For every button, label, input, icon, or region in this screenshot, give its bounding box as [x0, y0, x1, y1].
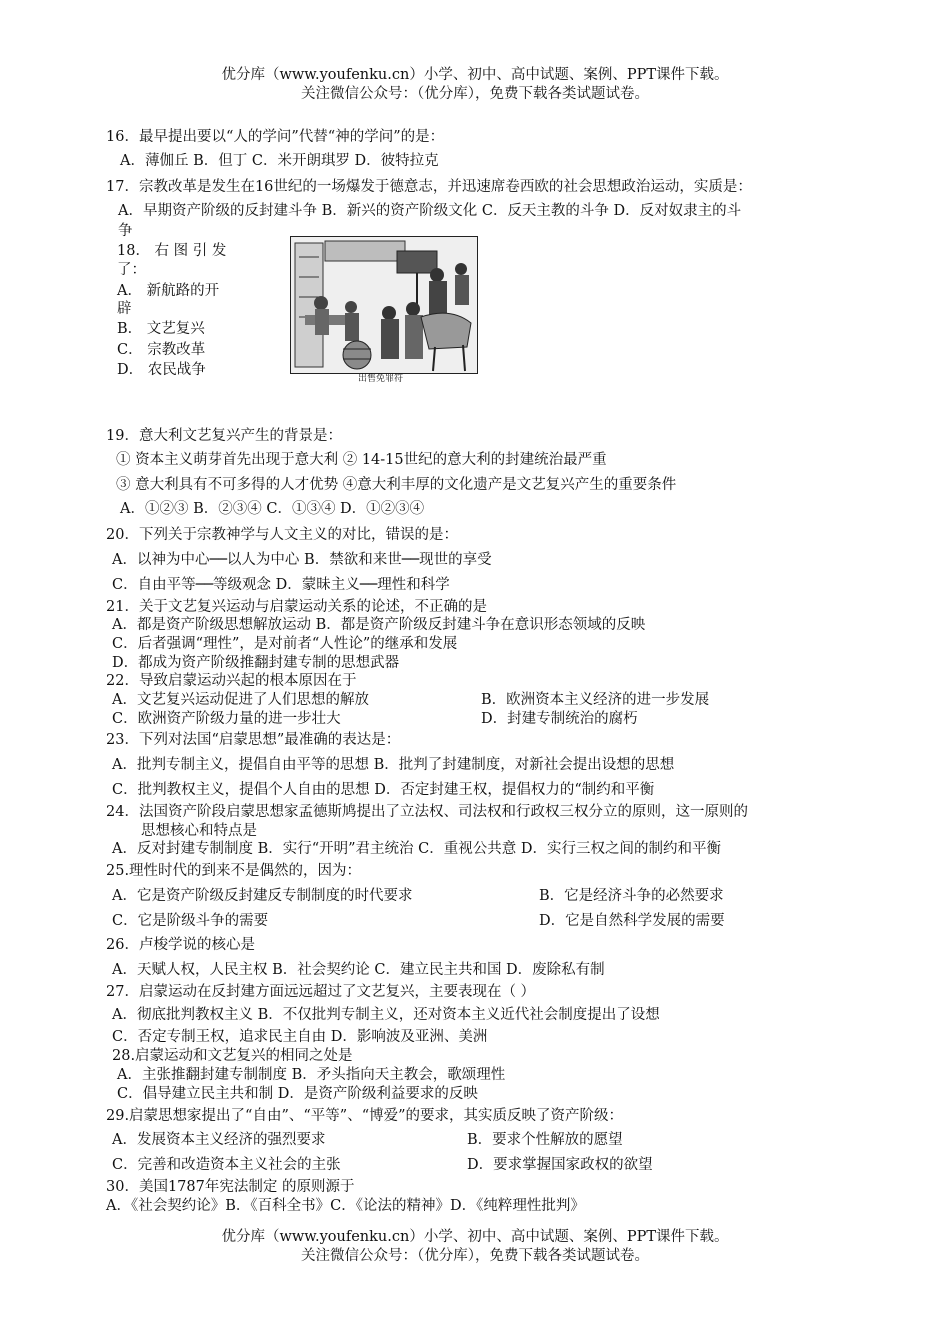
text-line: 19．意大利文艺复兴产生的背景是：	[106, 428, 342, 444]
text-line: A．天赋人权，人民主权 B．社会契约论 C．建立民主共和国 D．废除私有制	[112, 962, 605, 978]
text-line: A．批判专制主义，提倡自由平等的思想 B．批判了封建制度，对新社会提出设想的思想	[112, 757, 675, 773]
footer-line-1: 优分库（www.youfenku.cn）小学、初中、高中试题、案例、PPT课件下载。	[221, 1229, 729, 1245]
header-line-1: 优分库（www.youfenku.cn）小学、初中、高中试题、案例、PPT课件下载。	[221, 67, 729, 83]
text-line: A．发展资本主义经济的强烈要求	[112, 1132, 326, 1148]
text-line: A．早期资产阶级的反封建斗争 B．新兴的资产阶级文化 C．反天主教的斗争 D．反对奴隶主的斗	[118, 203, 742, 219]
text-line: B． 文艺复兴	[117, 321, 205, 337]
text-line: 争	[118, 223, 133, 239]
text-line: C．欧洲资产阶级力量的进一步壮大	[112, 711, 341, 727]
text-line: A．反对封建专制制度 B．实行“开明”君主统治 C．重视公共意 D．实行三权之间的制约和平衡	[112, 841, 721, 857]
text-line: A． 新航路的开	[117, 283, 220, 299]
header-line-2: 关注微信公众号：（优分库），免费下载各类试题试卷。	[301, 86, 649, 102]
text-line: D． 农民战争	[117, 362, 206, 378]
text-line: A．彻底批判教权主义 B．不仅批判专制主义，还对资本主义近代社会制度提出了设想	[112, 1007, 660, 1023]
text-line: 20．下列关于宗教神学与人文主义的对比，错误的是：	[106, 527, 458, 543]
text-line: A．主张推翻封建专制制度 B．矛头指向天主教会，歌颂理性	[117, 1067, 506, 1083]
text-line: C．批判教权主义，提倡个人自由的思想 D．否定封建王权，提倡权力的“制约和平衡	[112, 782, 655, 798]
text-line: 16．最早提出要以“人的学问”代替“神的学问”的是：	[106, 129, 445, 145]
woodcut-picture	[291, 237, 477, 373]
text-line: B．它是经济斗争的必然要求	[539, 888, 724, 904]
text-line: C．否定专制王权，追求民主自由 D．影响波及亚洲、美洲	[112, 1029, 488, 1045]
text-line: B．欧洲资本主义经济的进一步发展	[481, 692, 710, 708]
text-line: 思想核心和特点是	[141, 823, 257, 839]
indulgence-sale-illustration	[290, 236, 478, 374]
text-line: A．薄伽丘 B．但丁 C．米开朗琪罗 D．彼特拉克	[120, 153, 439, 169]
text-line: D．要求掌握国家政权的欲望	[467, 1157, 653, 1173]
text-line: B．要求个性解放的愿望	[467, 1132, 623, 1148]
text-line: D．封建专制统治的腐朽	[481, 711, 638, 727]
page-footer	[0, 1228, 950, 1266]
text-line: 18． 右 图 引 发	[117, 243, 227, 259]
text-line: C．倡导建立民主共和制 D．是资产阶级利益要求的反映	[117, 1086, 478, 1102]
text-line: A．以神为中心──以人为中心 B．禁欲和来世──现世的享受	[112, 552, 492, 568]
text-line: C．后者强调“理性”，是对前者“人性论”的继承和发展	[112, 636, 458, 652]
text-line: 了：	[117, 262, 146, 278]
text-line: 23．下列对法国“启蒙思想”最准确的表达是：	[106, 732, 401, 748]
text-line: ③ 意大利具有不可多得的人才优势 ④意大利丰厚的文化遗产是文艺复兴产生的重要条件	[116, 477, 677, 493]
text-line: 26．卢梭学说的核心是	[106, 937, 255, 953]
footer-line-2: 关注微信公众号：（优分库），免费下载各类试题试卷。	[301, 1248, 649, 1264]
text-line: C． 宗教改革	[117, 342, 206, 358]
text-line: ① 资本主义萌芽首先出现于意大利 ② 14-15世纪的意大利的封建统治最严重	[116, 452, 607, 468]
text-line: C．自由平等──等级观念 D．蒙昧主义──理性和科学	[112, 577, 450, 593]
text-line: A．文艺复兴运动促进了人们思想的解放	[112, 692, 369, 708]
text-line: 30．美国1787年宪法制定 的原则源于	[106, 1179, 355, 1195]
text-line: D．都成为资产阶级推翻封建专制的思想武器	[112, 655, 400, 671]
text-line: C．它是阶级斗争的需要	[112, 913, 269, 929]
text-line: 辟	[117, 301, 132, 317]
text-line: 28.启蒙运动和文艺复兴的相同之处是	[112, 1048, 353, 1064]
text-line: 21．关于文艺复兴运动与启蒙运动关系的论述，不正确的是	[106, 599, 487, 615]
text-line: 22．导致启蒙运动兴起的根本原因在于	[106, 673, 357, 689]
text-line: 24．法国资产阶段启蒙思想家孟德斯鸠提出了立法权、司法权和行政权三权分立的原则，这一原则的	[106, 804, 748, 820]
text-line: D．它是自然科学发展的需要	[539, 913, 725, 929]
figure-caption: 出售免罪符	[358, 374, 404, 384]
text-line: A．①②③ B．②③④ C．①③④ D．①②③④	[120, 501, 425, 517]
page-header	[0, 66, 950, 104]
text-line: 27．启蒙运动在反封建方面远远超过了文艺复兴，主要表现在（ ）	[106, 984, 536, 1000]
text-line: A．它是资产阶级反封建反专制制度的时代要求	[112, 888, 413, 904]
text-line: A．《社会契约论》B．《百科全书》C．《论法的精神》D．《纯粹理性批判》	[106, 1198, 585, 1214]
text-line: C．完善和改造资本主义社会的主张	[112, 1157, 341, 1173]
text-line: A．都是资产阶级思想解放运动 B．都是资产阶级反封建斗争在意识形态领域的反映	[112, 617, 646, 633]
text-line: 25.理性时代的到来不是偶然的，因为：	[106, 863, 362, 879]
text-line: 29.启蒙思想家提出了“自由”、“平等”、“博爱”的要求，其实质反映了资产阶级：	[106, 1108, 624, 1124]
text-line: 17．宗教改革是发生在16世纪的一场爆发于德意志，并迅速席卷西欧的社会思想政治运动，实质是：	[106, 179, 752, 195]
